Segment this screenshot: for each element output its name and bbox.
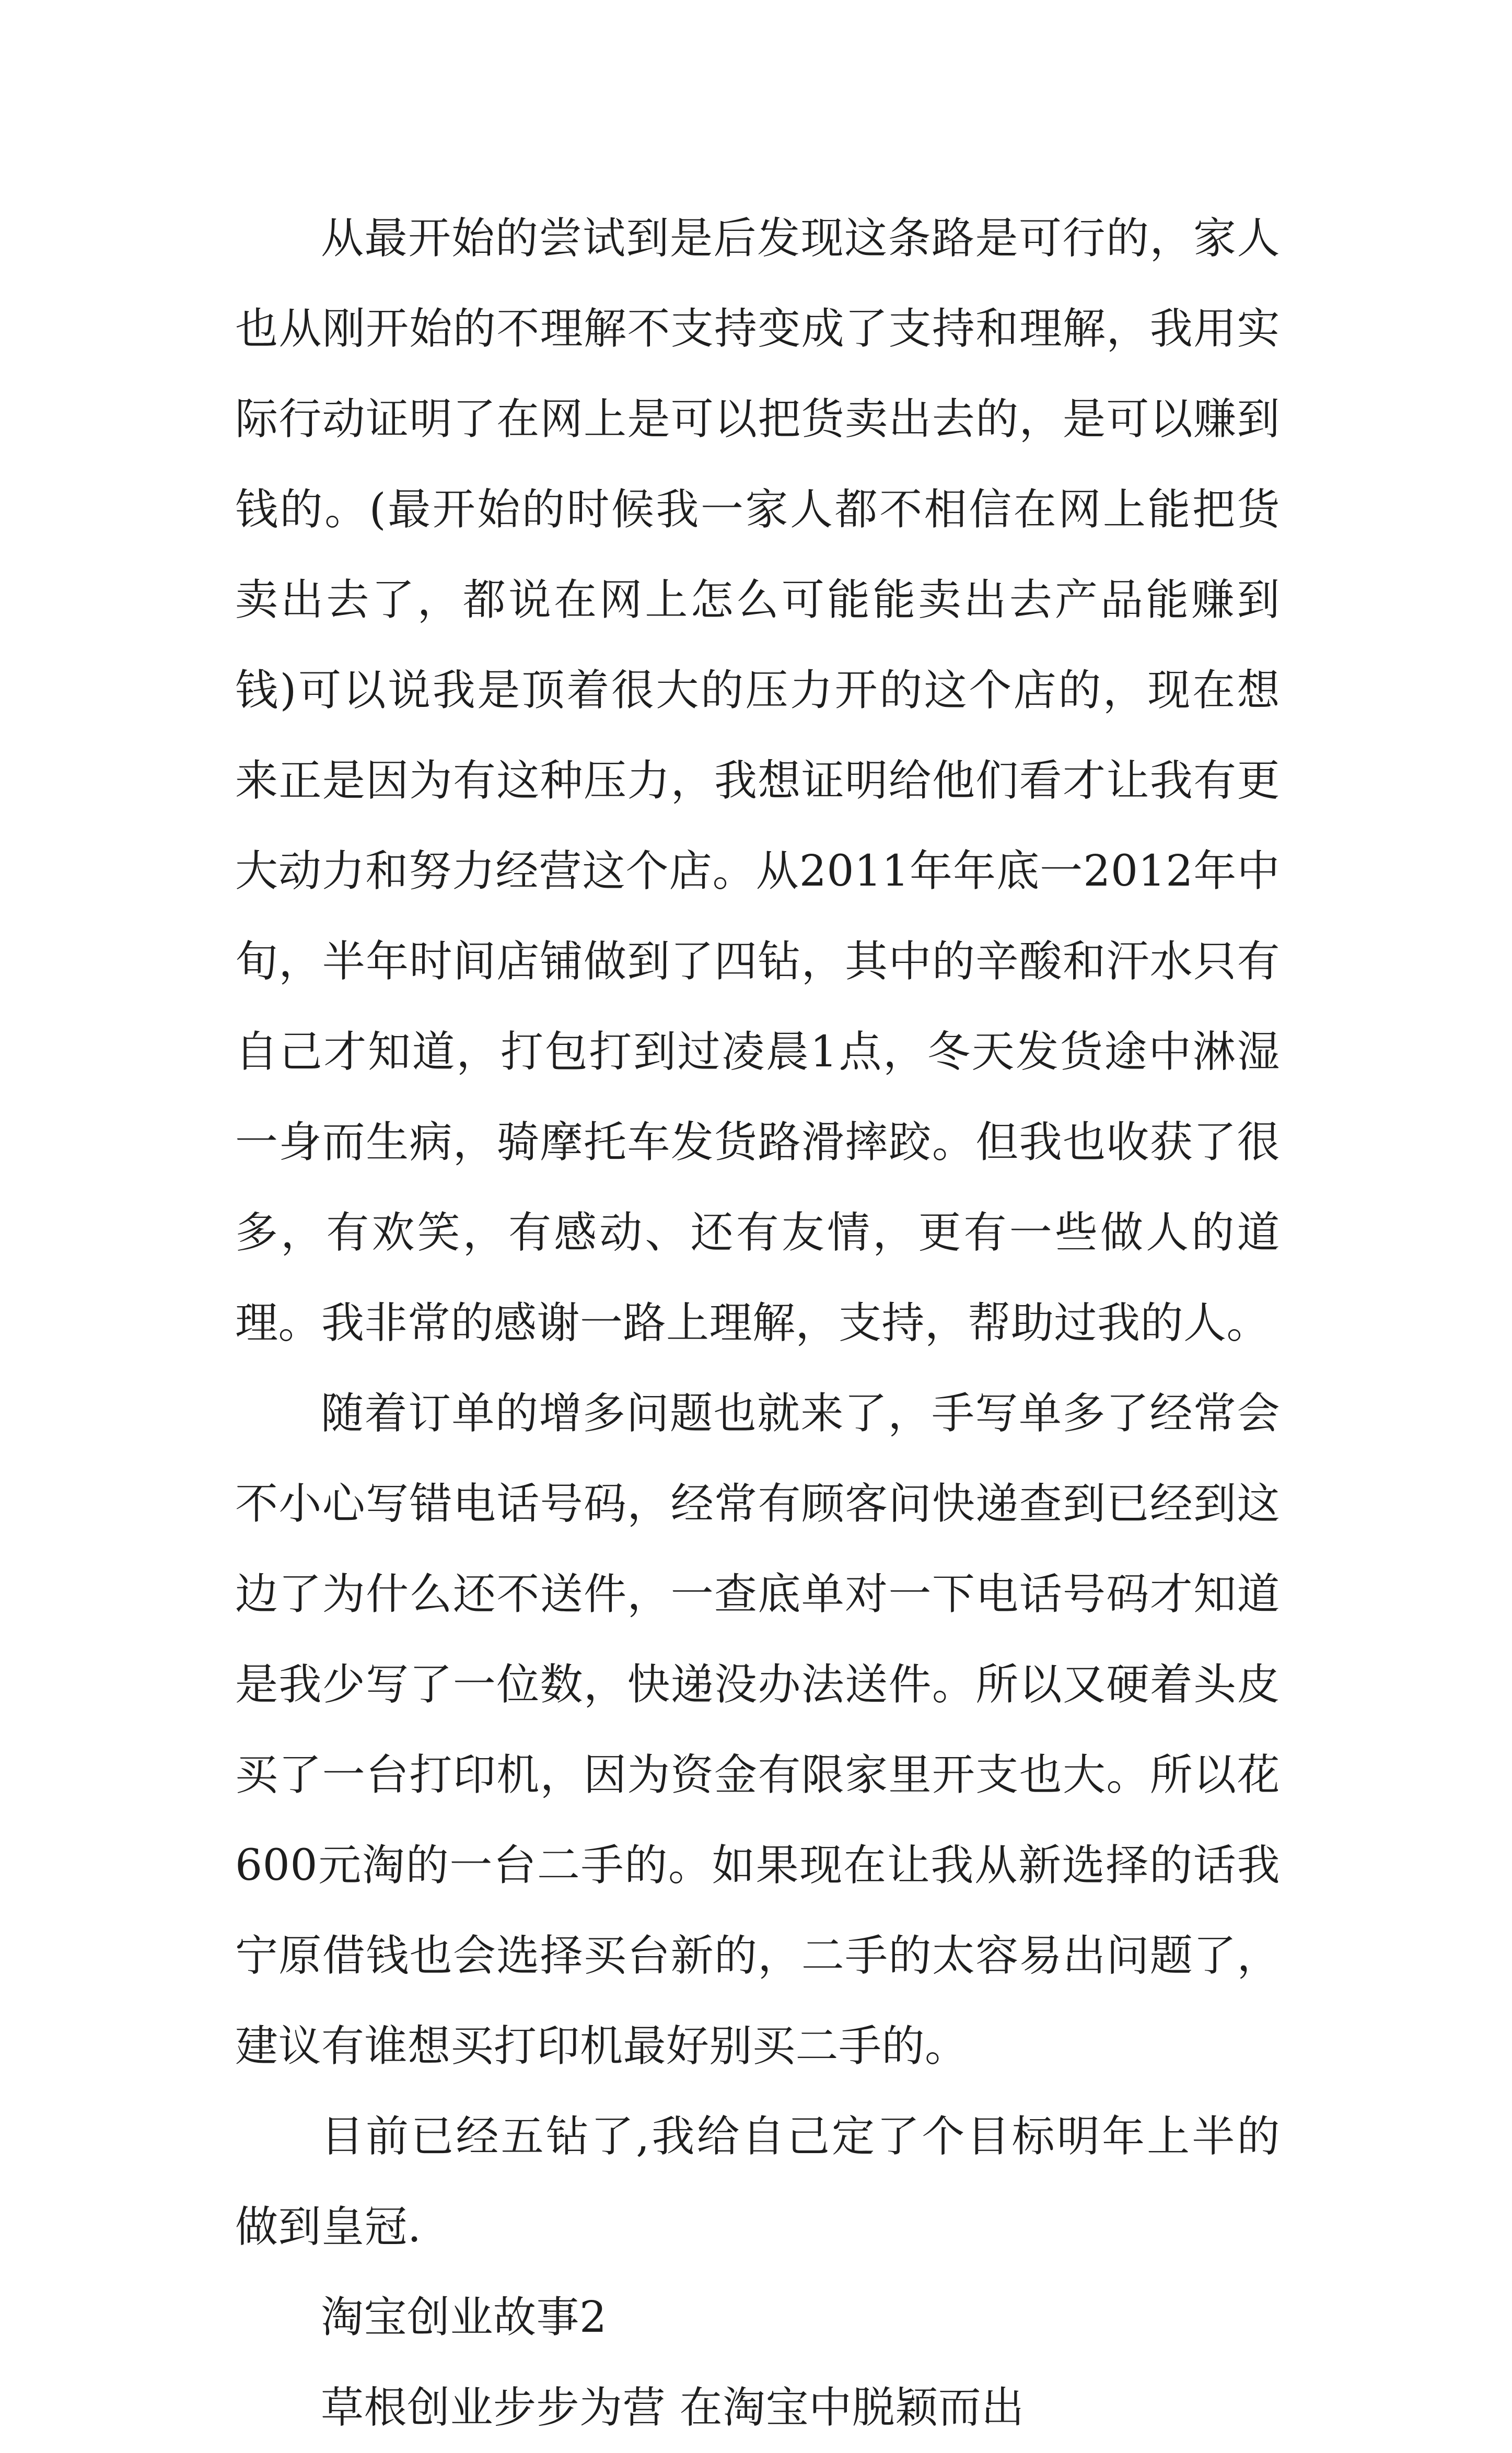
section-subtitle: 草根创业步步为营 在淘宝中脱颖而出	[321, 2383, 1025, 2433]
paragraph-3: 目前已经五钻了,我给自己定了个目标明年上半的做到皇冠.	[235, 2112, 1280, 2252]
section-title: 淘宝创业故事2	[321, 2293, 607, 2342]
paragraph-1: 从最开始的尝试到是后发现这条路是可行的，家人也从刚开始的不理解不支持变成了支持和理解，我用实际行动证明了在网上是可以把货卖出去的，是可以赚到钱的。(最开始的时候我一家人都不相信在网上能把货卖出去了，都说在网上怎么可能能卖出去产品能赚到钱)可以说我是顶着很大的压力开的这个店的，现在想来正是因为有这种压力，我想证明给他们看才让我有更大动力和努力经营这个店。从2011年年底一2012年中旬，半年时间店铺做到了四钻，其中的辛酸和汗水只有自己才知道，打包打到过凌晨1点，冬天发货途中淋湿一身而生病，骑摩托车发货路滑摔跤。但我也收获了很多，有欢笑，有感动、还有友情，更有一些做人的道理。我非常的感谢一路上理解，支持，帮助过我的人。	[235, 214, 1280, 1348]
document-body	[235, 193, 1280, 2453]
paragraph-2: 随着订单的增多问题也就来了，手写单多了经常会不小心写错电话号码，经常有顾客问快递查到已经到这边了为什么还不送件，一查底单对一下电话号码才知道是我少写了一位数，快递没办法送件。所以又硬着头皮买了一台打印机，因为资金有限家里开支也大。所以花600元淘的一台二手的。如果现在让我从新选择的话我宁原借钱也会选择买台新的，二手的太容易出问题了，建议有谁想买打印机最好别买二手的。	[235, 1389, 1280, 2071]
